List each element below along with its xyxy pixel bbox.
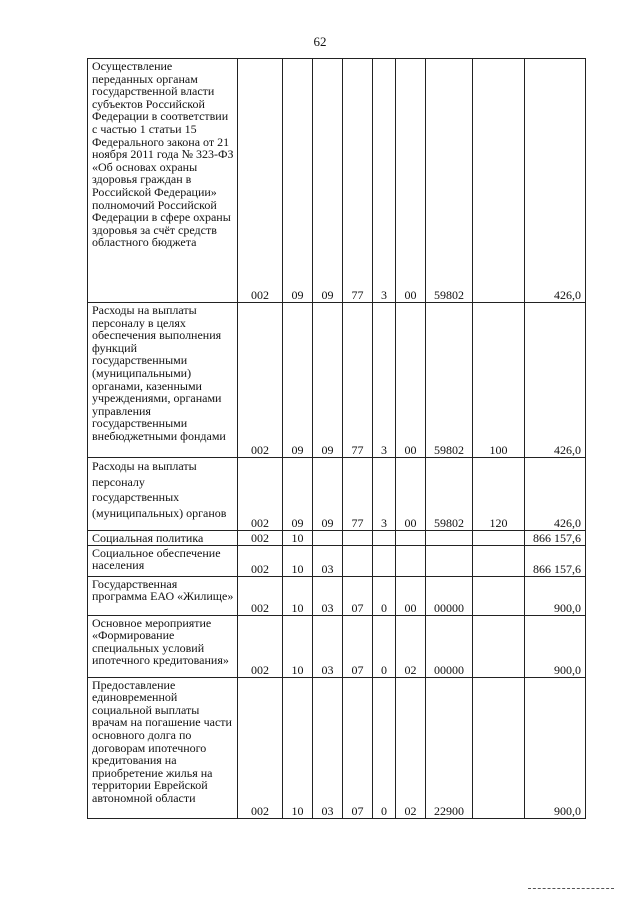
code-expense-type [473, 677, 525, 818]
code-direction: 00000 [426, 576, 473, 615]
row-name: Предоставление единовременной социальной выплаты врачам на погашение части основного долга по договорам ипотечного кредитования на приобретение жилья на территории Еврейской автономной области [88, 677, 238, 818]
code-subprogram: 0 [373, 615, 396, 677]
amount: 866 157,6 [525, 531, 586, 546]
row-name: Социальная политика [88, 531, 238, 546]
code-program: 77 [343, 458, 373, 531]
code-event: 02 [396, 677, 426, 818]
row-name: Социальное обеспечение населения [88, 545, 238, 576]
code-subprogram: 3 [373, 458, 396, 531]
code-direction: 59802 [426, 303, 473, 458]
code-program: 07 [343, 576, 373, 615]
code-subprogram [373, 531, 396, 546]
code-program [343, 545, 373, 576]
row-name: Осуществление переданных органам государственной власти субъектов Российской Федерации в соответствии с частью 1 статьи 15 Федерального закона от 21 ноября 2011 года № 323-ФЗ «Об основах охраны здоровья граждан в Российской Федерации» полномочий Российской Федерации в сфере охраны здоровья за счёт средств областного бюджета [88, 59, 238, 303]
code-section: 10 [283, 677, 313, 818]
table-row [88, 303, 586, 458]
code-section: 10 [283, 576, 313, 615]
table-row [88, 576, 586, 615]
table-row [88, 458, 586, 531]
code-subprogram: 3 [373, 303, 396, 458]
code-section: 09 [283, 303, 313, 458]
code-event: 00 [396, 576, 426, 615]
code-subprogram [373, 545, 396, 576]
table-row [88, 531, 586, 546]
row-name: Государственная программа ЕАО «Жилище» [88, 576, 238, 615]
code-subsection: 03 [313, 545, 343, 576]
code-event: 00 [396, 458, 426, 531]
table-row [88, 615, 586, 677]
budget-table [87, 58, 586, 819]
code-event: 00 [396, 59, 426, 303]
code-expense-type [473, 615, 525, 677]
code-program: 77 [343, 303, 373, 458]
code-subprogram: 0 [373, 677, 396, 818]
code-direction: 00000 [426, 615, 473, 677]
amount: 900,0 [525, 677, 586, 818]
code-subsection: 03 [313, 615, 343, 677]
page-number: 62 [313, 34, 327, 49]
code-subsection: 03 [313, 576, 343, 615]
table-row [88, 677, 586, 818]
code-ministry: 002 [238, 545, 283, 576]
code-event [396, 545, 426, 576]
code-expense-type: 100 [473, 303, 525, 458]
code-section: 09 [283, 59, 313, 303]
code-ministry: 002 [238, 531, 283, 546]
table-row [88, 545, 586, 576]
code-event: 02 [396, 615, 426, 677]
code-expense-type: 120 [473, 458, 525, 531]
amount: 900,0 [525, 615, 586, 677]
code-subsection [313, 531, 343, 546]
code-program: 77 [343, 59, 373, 303]
code-event [396, 531, 426, 546]
code-program: 07 [343, 615, 373, 677]
code-section: 10 [283, 615, 313, 677]
code-expense-type [473, 531, 525, 546]
code-subsection: 03 [313, 677, 343, 818]
amount: 426,0 [525, 59, 586, 303]
table-row [88, 59, 586, 303]
code-subprogram: 0 [373, 576, 396, 615]
code-direction: 22900 [426, 677, 473, 818]
code-subsection: 09 [313, 458, 343, 531]
row-name: Расходы на выплаты персоналу в целях обеспечения выполнения функций государственными (муниципальными) органами, казенными учреждениями, органами управления государственными внебюджетными фондами [88, 303, 238, 458]
amount: 426,0 [525, 458, 586, 531]
code-program: 07 [343, 677, 373, 818]
code-ministry: 002 [238, 576, 283, 615]
code-direction [426, 531, 473, 546]
code-expense-type [473, 545, 525, 576]
code-section: 10 [283, 531, 313, 546]
code-direction [426, 545, 473, 576]
code-ministry: 002 [238, 677, 283, 818]
code-section: 09 [283, 458, 313, 531]
code-direction: 59802 [426, 458, 473, 531]
code-ministry: 002 [238, 458, 283, 531]
amount: 900,0 [525, 576, 586, 615]
code-program [343, 531, 373, 546]
code-subsection: 09 [313, 303, 343, 458]
code-subprogram: 3 [373, 59, 396, 303]
code-ministry: 002 [238, 59, 283, 303]
code-ministry: 002 [238, 303, 283, 458]
code-section: 10 [283, 545, 313, 576]
amount: 866 157,6 [525, 545, 586, 576]
code-subsection: 09 [313, 59, 343, 303]
amount: 426,0 [525, 303, 586, 458]
code-expense-type [473, 59, 525, 303]
row-name: Расходы на выплаты персоналу государственных (муниципальных) органов [88, 458, 238, 531]
scan-artifact-line [528, 888, 614, 890]
code-direction: 59802 [426, 59, 473, 303]
row-name: Основное мероприятие «Формирование специальных условий ипотечного кредитования» [88, 615, 238, 677]
code-event: 00 [396, 303, 426, 458]
code-ministry: 002 [238, 615, 283, 677]
code-expense-type [473, 576, 525, 615]
